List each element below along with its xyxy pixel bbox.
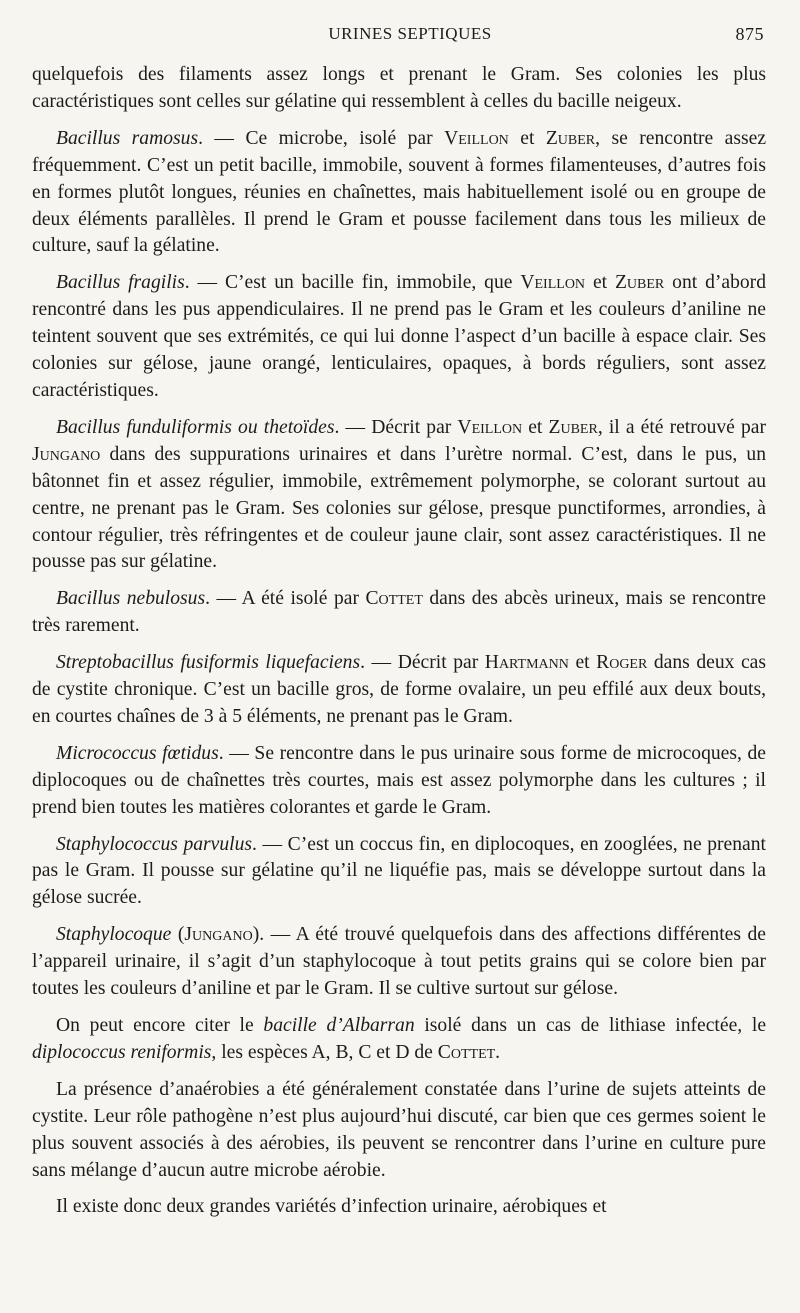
author-name: Zuber — [545, 127, 596, 149]
paragraph-bacillus-funduliformis: Bacillus funduliformis ou thetoïdes. — Décrit par Veillon et Zuber, il a été retrouvé par Jungano dans des suppurations urinaires et dans l’urètre normal. C’est, dans le pus, un bâtonnet fin et assez régulier, immobile, extrêmement polymorphe, se colorant surtout au centre, ne prenant pas le Gram. Ses colonies sur gélose, presque punctiformes, arrondies, à contour régulier, très réfringentes et de couleur jaune clair, sont assez caractéristiques. Il ne pousse pas sur gélatine. — [32, 416, 766, 573]
author-name: Zuber — [614, 272, 665, 294]
species-name: Bacillus funduliformis ou thetoïdes — [56, 416, 335, 438]
author-name: Roger — [596, 652, 648, 674]
species-name: Staphylocoque — [56, 924, 172, 946]
species-name: Streptobacillus fusiformis liquefaciens — [56, 652, 361, 674]
author-name: Cottet — [365, 588, 423, 610]
author-name: Zuber — [548, 416, 598, 438]
paragraph-bacillus-ramosus: Bacillus ramosus. — Ce microbe, isolé par Veillon et Zuber, se rencontre assez fréquemment. C’est un petit bacille, immobile, souvent à formes filamenteuses, d’autres fois en formes plutôt longues, réunies en chaînettes, mais habituellement isolé ou en groupe de deux éléments parallèles. Il prend le Gram et pousse facilement dans tous les milieux de culture, sauf la gélatine. — [32, 127, 767, 257]
author-name: Cottet — [437, 1041, 496, 1063]
species-name: Bacillus fragilis — [56, 272, 185, 294]
paragraph-other-species: On peut encore citer le bacille d’Albarran isolé dans un cas de lithiase infectée, le diplococcus reniformis, les espèces A, B, C et D de Cottet. — [32, 1015, 767, 1063]
species-name: Staphylococcus parvulus — [56, 833, 253, 855]
paragraph-anaerobes: La présence d’anaérobies a été généralement constatée dans l’urine de sujets atteints de cystite. Leur rôle pathogène n’est plus aujourd’hui discuté, car bien que ces germes soient le plus souvent associés à des aérobies, ils peuvent se rencontrer dans l’urine en culture pure sans mélange d’aucun autre microbe aérobie. — [32, 1078, 766, 1181]
paragraph-micrococcus-foetidus: Micrococcus fœtidus. — Se rencontre dans le pus urinaire sous forme de microcoques, de diplocoques ou de chaînettes très courtes, mais est assez polymorphe dans les cultures ; il prend bien toutes les matières colorantes et garde le Gram. — [32, 742, 766, 818]
paragraph-bacillus-fragilis: Bacillus fragilis. — C’est un bacille fin, immobile, que Veillon et Zuber ont d’abord rencontré dans les pus appendiculaires. Il ne prend pas le Gram et les couleurs d’aniline ne teintent souvent que ses extrémités, ce qui lui donne l’aspect d’un bacille à espace clair. Ses colonies sur gélose, jaune orangé, lenticulaires, opaques, à bords réguliers, sont assez caractéristiques. — [32, 272, 767, 401]
body-text — [32, 62, 766, 1231]
species-name: Micrococcus fœtidus — [56, 742, 219, 764]
paragraph-staphylococcus-parvulus: Staphylococcus parvulus. — C’est un coccus fin, en diplocoques, en zooglées, ne prenant pas le Gram. Il pousse sur gélatine qu’il ne liquéfie pas, mais se développe surtout dans la gélose sucrée. — [32, 833, 766, 909]
author-name: Veillon — [444, 127, 509, 149]
paragraph-bacillus-nebulosus: Bacillus nebulosus. — A été isolé par Cottet dans des abcès urineux, mais se rencontre très rarement. — [32, 588, 767, 637]
paragraph-streptobacillus: Streptobacillus fusiformis liquefaciens. — Décrit par Hartmann et Roger dans deux cas de cystite chronique. C’est un bacille gros, de forme ovalaire, un peu effilé aux deux bouts, en courtes chaînes de 3 à 5 éléments, ne prenant pas le Gram. — [32, 652, 767, 727]
paragraph-staphylocoque: Staphylocoque (Jungano). — A été trouvé quelquefois dans des affections différentes de l’appareil urinaire, il s’agit d’un staphylocoque à tout petits grains qui se colore bien par toutes les couleurs d’aniline et par le Gram. Il se cultive surtout sur gélose. — [32, 924, 766, 1000]
author-name: Veillon — [457, 416, 523, 438]
running-title: URINES SEPTIQUES — [328, 24, 492, 43]
paragraph-infection-varieties: Il existe donc deux grandes variétés d’infection urinaire, aérobiques et — [56, 1196, 607, 1218]
page-number: 875 — [735, 24, 764, 44]
species-name: Bacillus nebulosus — [56, 588, 206, 610]
author-name: Jungano — [184, 924, 253, 946]
species-name: bacille d’Albarran — [263, 1015, 415, 1036]
author-name: Veillon — [520, 272, 586, 294]
author-name: Jungano — [32, 443, 101, 465]
paragraph-continuation: quelquefois des filaments assez longs et prenant le Gram. Ses colonies les plus caractéristiques sont celles sur gélatine qui ressemblent à celles du bacille neigeux. — [32, 64, 766, 112]
species-name: diplococcus reniformis — [32, 1041, 212, 1063]
species-name: Bacillus ramosus — [56, 127, 199, 149]
author-name: Hartmann — [484, 652, 569, 674]
running-head — [0, 24, 800, 48]
